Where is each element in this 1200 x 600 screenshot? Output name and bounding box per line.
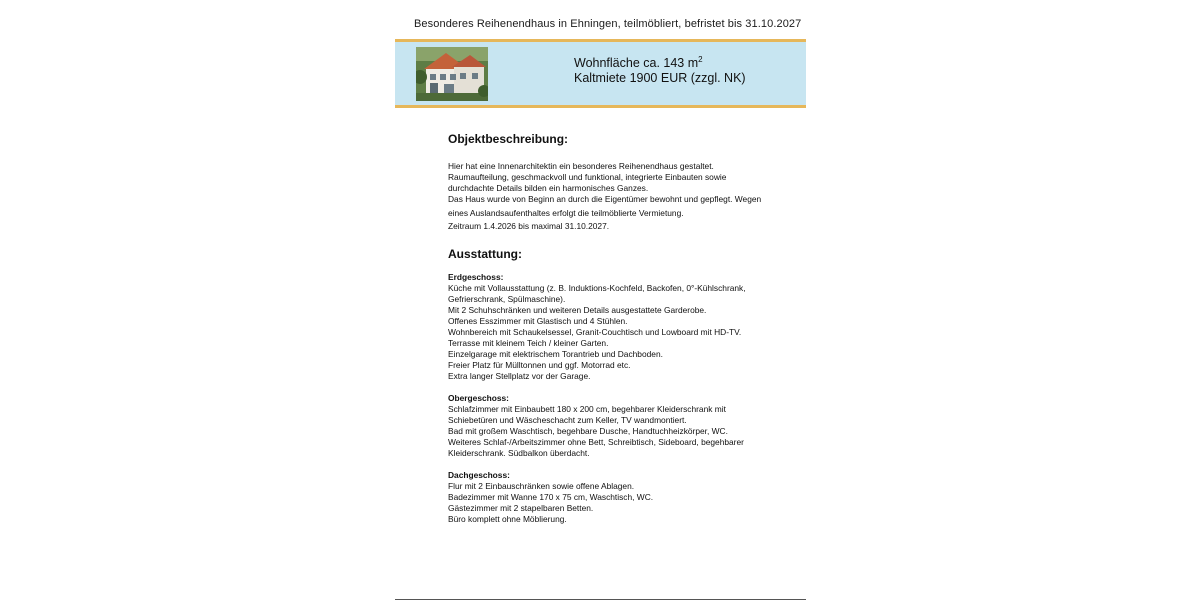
text-line: Offenes Esszimmer mit Glastisch und 4 Stühlen. (448, 316, 628, 326)
header-facts (574, 56, 746, 86)
text-line: Weiteres Schlaf-/Arbeitszimmer ohne Bett, Schreibtisch, Sideboard, begehbarer (448, 437, 744, 447)
objektbeschreibung-heading: Objektbeschreibung: (448, 132, 569, 146)
text-line: Wohnbereich mit Schaukelsessel, Granit-Couchtisch und Lowboard mit HD-TV. (448, 327, 742, 337)
text-line: Raumaufteilung, geschmackvoll und funktional, integrierte Einbauten sowie (448, 172, 727, 182)
text-line: Kleiderschrank. Südbalkon überdacht. (448, 448, 590, 458)
erdgeschoss-heading: Erdgeschoss: (448, 272, 504, 282)
text-line: Badezimmer mit Wanne 170 x 75 cm, Waschtisch, WC. (448, 492, 654, 502)
cold-rent: Kaltmiete 1900 EUR (zzgl. NK) (574, 71, 746, 85)
text-line: eines Auslandsaufenthaltes erfolgt die teilmöblierte Vermietung. (448, 208, 684, 218)
text-line: Das Haus wurde von Beginn an durch die Eigentümer bewohnt und gepflegt. Wegen (448, 194, 762, 204)
dachgeschoss-block (448, 470, 793, 525)
text-line: Schlafzimmer mit Einbaubett 180 x 200 cm, begehbarer Kleiderschrank mit (448, 404, 726, 414)
area-superscript: 2 (698, 54, 703, 64)
header-band (395, 39, 806, 108)
house-photo (416, 47, 488, 101)
text-line: Gefrierschrank, Spülmaschine). (448, 294, 566, 304)
listing-title: Besonderes Reihenendhaus in Ehningen, teilmöbliert, befristet bis 31.10.2027 (414, 18, 802, 30)
text-line: Hier hat eine Innenarchitektin ein besonderes Reihenendhaus gestaltet. (448, 161, 714, 171)
text-line: Bad mit großem Waschtisch, begehbare Dusche, Handtuchheizkörper, WC. (448, 426, 728, 436)
text-line: Einzelgarage mit elektrischem Torantrieb und Dachboden. (448, 349, 663, 359)
text-line: Freier Platz für Mülltonnen und ggf. Motorrad etc. (448, 360, 631, 370)
text-line: Zeitraum 1.4.2026 bis maximal 31.10.2027. (448, 221, 610, 231)
erdgeschoss-block (448, 272, 793, 382)
dachgeschoss-heading: Dachgeschoss: (448, 470, 510, 480)
text-line: Gästezimmer mit 2 stapelbaren Betten. (448, 503, 594, 513)
text-line: durchdachte Details bilden ein harmonisches Ganzes. (448, 183, 649, 193)
living-area: Wohnfläche ca. 143 $m^2$ (574, 54, 703, 70)
text-line: Terrasse mit kleinem Teich / kleiner Garten. (448, 338, 609, 348)
text-line: Schiebetüren und Wäscheschacht zum Keller, TV wandmontiert. (448, 415, 687, 425)
text-line: Extra langer Stellplatz vor der Garage. (448, 371, 591, 381)
listing-body (448, 131, 793, 536)
obergeschoss-heading: Obergeschoss: (448, 393, 509, 403)
text-line: Flur mit 2 Einbauschränken sowie offene Ablagen. (448, 481, 635, 491)
ausstattung-heading: Ausstattung: (448, 247, 522, 261)
text-line: Büro komplett ohne Möblierung. (448, 514, 567, 524)
text-line: Küche mit Vollausstattung (z. B. Induktions-Kochfeld, Backofen, 0°-Kühlschrank, (448, 283, 746, 293)
obergeschoss-block (448, 393, 793, 459)
text-line: Mit 2 Schuhschränken und weiteren Details ausgestattete Garderobe. (448, 305, 707, 315)
objektbeschreibung-text (448, 161, 793, 232)
